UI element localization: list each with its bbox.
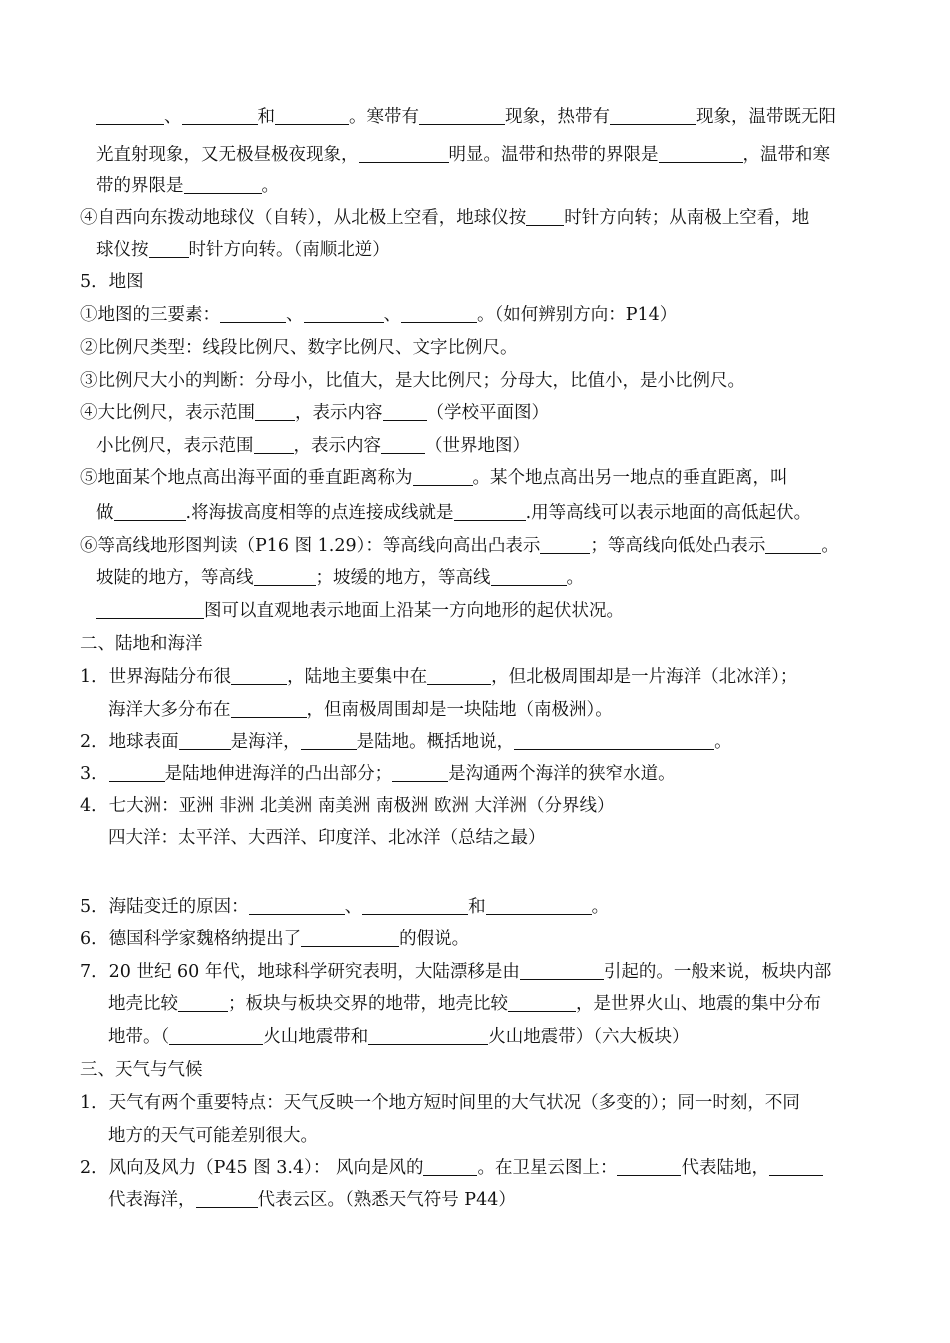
fill-in-blank[interactable] <box>254 431 294 454</box>
line-text: 的假说。 <box>399 929 470 949</box>
line-text: 。 <box>566 568 584 588</box>
text-line <box>96 139 830 172</box>
line-text: 是沟通两个海洋的狭窄水道。 <box>448 764 676 784</box>
fill-in-blank[interactable] <box>169 1022 263 1045</box>
text-line <box>80 758 676 791</box>
fill-in-blank[interactable] <box>301 924 399 947</box>
fill-in-blank[interactable] <box>769 1153 823 1176</box>
text-line <box>80 365 745 398</box>
text-line <box>80 462 788 495</box>
line-text: ，但北极周围却是一片海洋（北冰洋）； <box>491 667 798 687</box>
line-text: 球仪按 <box>96 240 149 260</box>
line-text: ③比例尺大小的判断：分母小，比值大，是大比例尺；分母大，比值小，是小比例尺。 <box>80 371 745 391</box>
fill-in-blank[interactable] <box>423 1153 477 1176</box>
line-text: 是陆地伸进海洋的凸出部分； <box>164 764 393 784</box>
text-line <box>80 530 839 563</box>
text-line <box>108 1021 690 1054</box>
line-text: 1．天气有两个重要特点：天气反映一个地方短时间里的大气状况（多变的）；同一时刻，不同 <box>80 1093 800 1113</box>
text-line <box>80 1152 823 1185</box>
fill-in-blank[interactable] <box>392 759 448 782</box>
line-text: 、 <box>286 305 304 325</box>
line-text: 火山地震带）（六大板块） <box>488 1027 690 1047</box>
fill-in-blank[interactable] <box>220 300 286 323</box>
line-text: 火山地震带和 <box>263 1027 369 1047</box>
fill-in-blank[interactable] <box>765 531 821 554</box>
line-text: 代表海洋， <box>108 1190 196 1210</box>
line-text: 是陆地。概括地说， <box>356 732 515 752</box>
line-text: 4．七大洲：亚洲 非洲 北美洲 南美洲 南极洲 欧洲 大洋洲（分界线） <box>80 796 615 816</box>
fill-in-blank[interactable] <box>381 431 425 454</box>
text-line <box>96 101 836 134</box>
text-line <box>108 694 613 727</box>
line-text: 、 <box>383 305 401 325</box>
fill-in-blank[interactable] <box>301 727 357 750</box>
fill-in-blank[interactable] <box>508 989 576 1012</box>
text-line <box>80 661 797 694</box>
line-text: 三、天气与气候 <box>80 1060 203 1080</box>
text-line <box>80 397 549 430</box>
fill-in-blank[interactable] <box>255 398 295 421</box>
line-text: .用等高线可以表示地面的高低起伏。 <box>525 503 812 523</box>
line-text: 。某个地点高出另一地点的垂直距离，叫 <box>472 468 788 488</box>
fill-in-blank[interactable] <box>231 662 287 685</box>
line-text: 。（如何辨别方向：P14） <box>477 305 678 325</box>
text-line <box>80 332 518 365</box>
text-line <box>108 822 546 855</box>
fill-in-blank[interactable] <box>362 892 468 915</box>
fill-in-blank[interactable] <box>491 563 567 586</box>
text-line <box>80 891 609 924</box>
line-text: ⑥等高线地形图判读（P16 图 1.29）：等高线向高出凸表示 <box>80 536 541 556</box>
fill-in-blank[interactable] <box>231 695 307 718</box>
line-text: 四大洋：太平洋、大西洋、印度洋、北冰洋（总结之最） <box>108 828 546 848</box>
fill-in-blank[interactable] <box>401 300 477 323</box>
line-text: 代表云区。（熟悉天气符号 P44） <box>257 1190 516 1210</box>
line-text: 和 <box>257 107 275 127</box>
fill-in-blank[interactable] <box>109 759 165 782</box>
line-text: 。寒带有 <box>349 107 419 127</box>
fill-in-blank[interactable] <box>304 300 384 323</box>
line-text: 现象，温带既无阳 <box>696 107 836 127</box>
line-text: ；板块与板块交界的地带，地壳比较 <box>228 994 508 1014</box>
line-text: 小比例尺，表示范围 <box>96 436 254 456</box>
line-text: 地带。（ <box>108 1027 170 1047</box>
text-line <box>96 497 811 530</box>
line-text: ，陆地主要集中在 <box>287 667 428 687</box>
line-text: .将海拔高度相等的点连接成线就是 <box>185 503 454 523</box>
line-text: 。 <box>261 176 279 196</box>
line-text: 、 <box>164 107 182 127</box>
fill-in-blank[interactable] <box>419 102 505 125</box>
line-text: 地方的天气可能差别很大。 <box>108 1126 318 1146</box>
text-line <box>96 430 530 463</box>
text-line <box>96 170 279 203</box>
fill-in-blank[interactable] <box>149 235 189 258</box>
line-text: 6．德国科学家魏格纳提出了 <box>80 929 302 949</box>
text-line <box>80 628 203 661</box>
line-text: 7．20 世纪 60 年代，地球科学研究表明，大陆漂移是由 <box>80 962 520 982</box>
text-line <box>108 988 821 1021</box>
text-line <box>80 726 732 759</box>
line-text: （世界地图） <box>425 436 530 456</box>
line-text: 、 <box>344 897 363 917</box>
fill-in-blank[interactable] <box>610 102 696 125</box>
fill-in-blank[interactable] <box>178 989 228 1012</box>
fill-in-blank[interactable] <box>184 171 262 194</box>
line-text: 地壳比较 <box>108 994 178 1014</box>
text-line <box>80 956 831 989</box>
line-text: 。 <box>821 536 839 556</box>
fill-in-blank[interactable] <box>540 531 590 554</box>
line-text: 图可以直观地表示地面上沿某一方向地形的起伏状况。 <box>204 601 624 621</box>
text-line <box>108 1120 318 1153</box>
text-line <box>80 299 677 332</box>
text-line <box>80 790 615 823</box>
line-text: 2．地球表面 <box>80 732 179 752</box>
text-line <box>96 234 390 267</box>
fill-in-blank[interactable] <box>526 203 564 226</box>
line-text: 2．风向及风力（P45 图 3.4）： 风向是风的 <box>80 1158 424 1178</box>
line-text: ，表示内容 <box>295 403 383 423</box>
fill-in-blank[interactable] <box>486 892 592 915</box>
fill-in-blank[interactable] <box>427 662 491 685</box>
line-text: ，表示内容 <box>293 436 381 456</box>
line-text: ，是世界火山、地震的集中分布 <box>576 994 821 1014</box>
line-text: ；等高线向低处凸表示 <box>590 536 766 556</box>
line-text: 现象，热带有 <box>505 107 610 127</box>
line-text: 海洋大多分布在 <box>108 700 231 720</box>
line-text: ④大比例尺，表示范围 <box>80 403 255 423</box>
fill-in-blank[interactable] <box>182 102 258 125</box>
text-line <box>96 595 624 628</box>
text-line <box>108 1184 516 1217</box>
line-text: 。 <box>714 732 732 752</box>
fill-in-blank[interactable] <box>520 957 604 980</box>
line-text: 光直射现象，又无极昼极夜现象， <box>96 145 359 165</box>
text-line <box>96 562 584 595</box>
line-text: ⑤地面某个地点高出海平面的垂直距离称为 <box>80 468 413 488</box>
line-text: ，温带和寒 <box>742 145 830 165</box>
line-text: 5．海陆变迁的原因： <box>80 897 249 917</box>
text-line <box>80 266 144 299</box>
fill-in-blank[interactable] <box>383 398 427 421</box>
fill-in-blank[interactable] <box>368 1022 488 1045</box>
line-text: ④自西向东拨动地球仪（自转），从北极上空看，地球仪按 <box>80 208 527 228</box>
line-text: ，但南极周围却是一块陆地（南极洲）。 <box>306 700 613 720</box>
line-text: 1．世界海陆分布很 <box>80 667 232 687</box>
fill-in-blank[interactable] <box>359 140 449 163</box>
fill-in-blank[interactable] <box>275 102 349 125</box>
fill-in-blank[interactable] <box>96 102 164 125</box>
text-line <box>80 1054 203 1087</box>
text-line <box>80 1087 800 1120</box>
line-text: 带的界限是 <box>96 176 184 196</box>
line-text: 坡陡的地方，等高线 <box>96 568 254 588</box>
fill-in-blank[interactable] <box>454 498 526 521</box>
line-text: 做 <box>96 503 114 523</box>
line-text: ②比例尺类型：线段比例尺、数字比例尺、文字比例尺。 <box>80 338 518 358</box>
line-text: 时针方向转。（南顺北逆） <box>188 240 390 260</box>
text-line <box>80 202 809 235</box>
fill-in-blank[interactable] <box>617 1153 681 1176</box>
fill-in-blank[interactable] <box>413 463 473 486</box>
fill-in-blank[interactable] <box>179 727 231 750</box>
line-text: 。 <box>591 897 610 917</box>
line-text: 是海洋， <box>230 732 301 752</box>
line-text: 5．地图 <box>80 272 144 292</box>
fill-in-blank[interactable] <box>254 563 316 586</box>
line-text: 代表陆地， <box>681 1158 769 1178</box>
line-text: 3． <box>80 764 109 784</box>
fill-in-blank[interactable] <box>114 498 186 521</box>
line-text: （学校平面图） <box>426 403 549 423</box>
line-text: 。在卫星云图上： <box>477 1158 618 1178</box>
line-text: 二、陆地和海洋 <box>80 634 203 654</box>
fill-in-blank[interactable] <box>249 892 345 915</box>
line-text: 和 <box>468 897 486 917</box>
fill-in-blank[interactable] <box>96 596 204 619</box>
line-text: ①地图的三要素： <box>80 305 220 325</box>
fill-in-blank[interactable] <box>659 140 743 163</box>
fill-in-blank[interactable] <box>514 727 714 750</box>
line-text: 引起的。一般来说，板块内部 <box>603 962 832 982</box>
line-text: ；坡缓的地方，等高线 <box>315 568 491 588</box>
line-text: 时针方向转；从南极上空看，地 <box>564 208 810 228</box>
text-line <box>80 923 469 956</box>
line-text: 明显。温带和热带的界限是 <box>448 145 659 165</box>
fill-in-blank[interactable] <box>196 1185 258 1208</box>
